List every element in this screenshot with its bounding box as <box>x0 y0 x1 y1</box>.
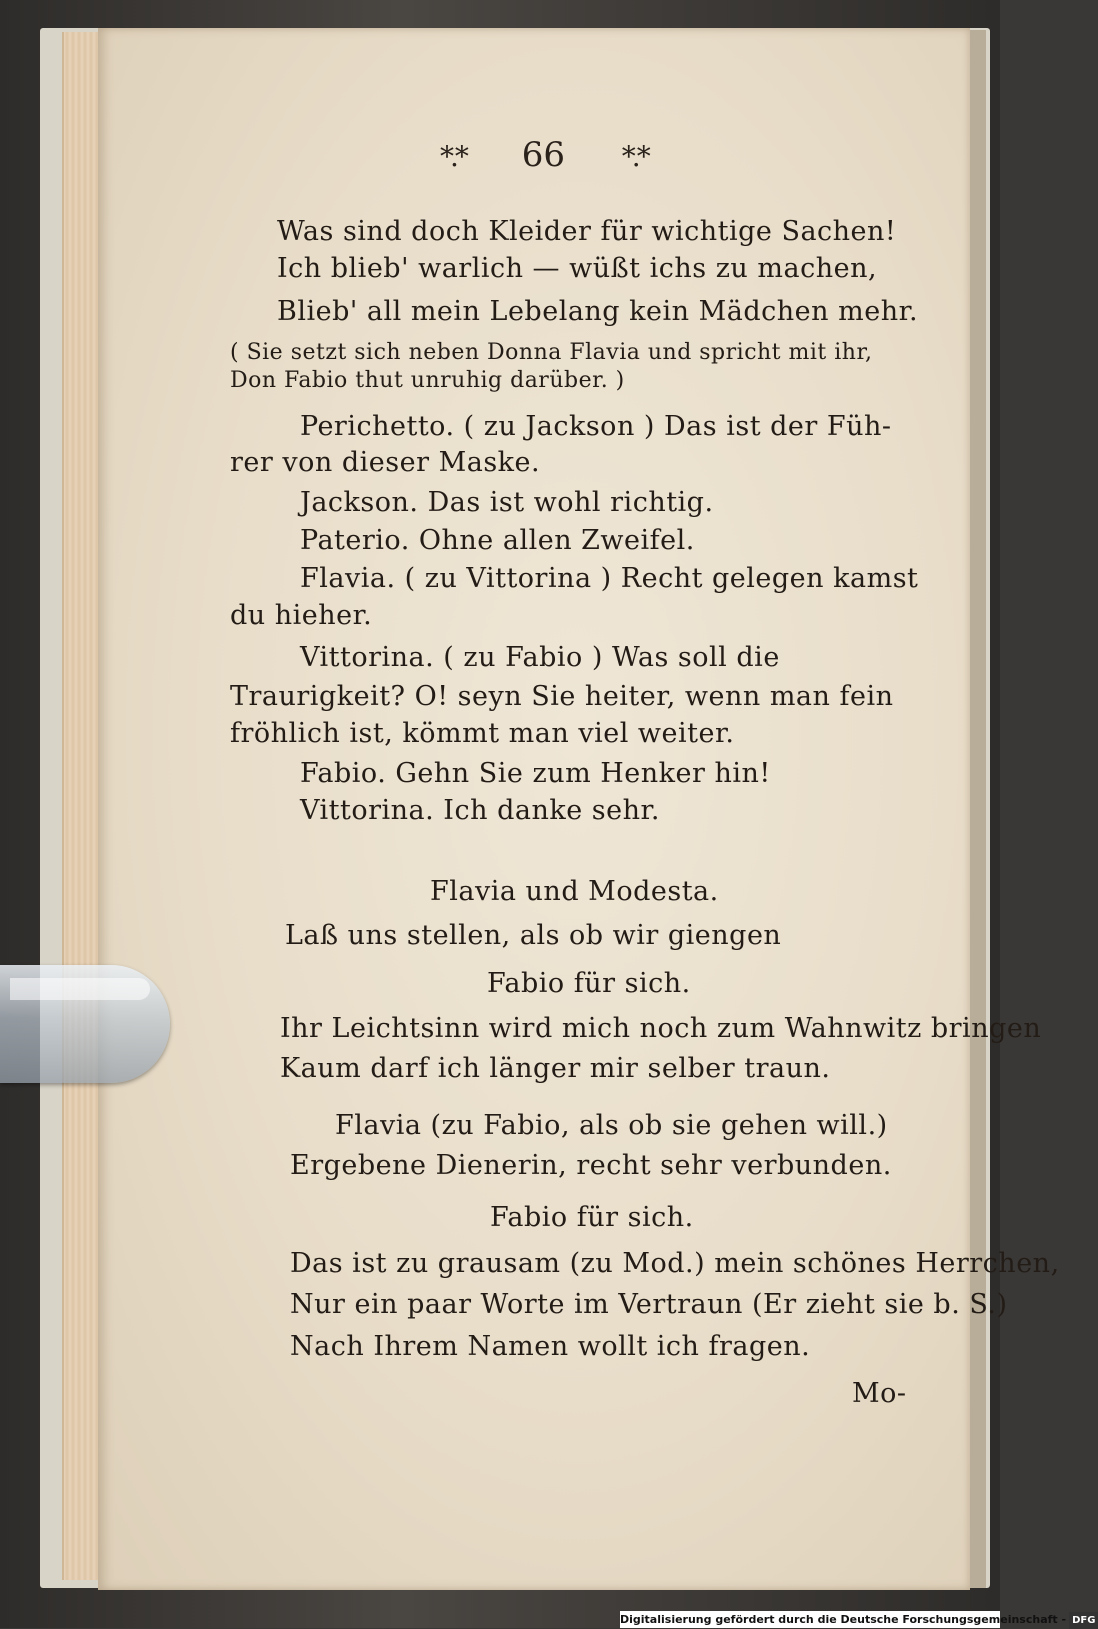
text-line-3: Blieb' all mein Lebelang kein Mädchen mehr. <box>277 296 919 327</box>
text-line-vittorina-cont-2: fröhlich ist, kömmt man viel weiter. <box>230 718 735 749</box>
glass-holder-highlight <box>10 978 150 1000</box>
text-line-flavia-cont: du hieher. <box>230 600 373 631</box>
song-line-4: Ergebene Dienerin, recht sehr verbunden. <box>290 1150 892 1181</box>
header-left-ornament: *.* <box>440 140 465 173</box>
song-line-2: Ihr Leichtsinn wird mich noch zum Wahnwitz bringen <box>280 1013 1042 1044</box>
song-line-7: Nach Ihrem Namen wollt ich fragen. <box>290 1331 811 1362</box>
text-line-jackson: Jackson. Das ist wohl richtig. <box>300 487 714 518</box>
page-number: 66 <box>521 135 565 175</box>
header-right-ornament: *.* <box>621 140 647 173</box>
page-header <box>440 135 740 175</box>
song-speaker-flavia: Flavia (zu Fabio, als ob sie gehen will.) <box>335 1110 888 1141</box>
text-line-2: Ich blieb' warlich — wüßt ichs zu machen, <box>277 253 878 284</box>
catchword: Mo- <box>852 1378 907 1409</box>
dfg-logo: DFG <box>1069 1612 1098 1629</box>
right-cover-edge <box>968 30 986 1588</box>
text-line-vittorina: Vittorina. ( zu Fabio ) Was soll die <box>300 642 780 673</box>
text-line-1: Was sind doch Kleider für wichtige Sachen! <box>277 216 897 247</box>
song-line-1: Laß uns stellen, als ob wir giengen <box>285 920 782 951</box>
text-line-fabio: Fabio. Gehn Sie zum Henker hin! <box>300 758 771 789</box>
dfg-footer <box>620 1611 1096 1628</box>
text-line-flavia: Flavia. ( zu Vittorina ) Recht gelegen kamst <box>300 563 919 594</box>
song-speaker-fabio: Fabio für sich. <box>487 968 691 999</box>
song-speaker-flavia-modesta: Flavia und Modesta. <box>430 876 719 907</box>
text-line-perichetto: Perichetto. ( zu Jackson ) Das ist der Füh- <box>300 411 892 442</box>
text-line-vittorina-2: Vittorina. Ich danke sehr. <box>300 795 661 826</box>
song-speaker-fabio-2: Fabio für sich. <box>490 1202 694 1233</box>
song-line-6: Nur ein paar Worte im Vertraun (Er zieht sie b. S.) <box>290 1289 1008 1320</box>
text-line-paterio: Paterio. Ohne allen Zweifel. <box>300 525 695 556</box>
stage-direction-line-2: Don Fabio thut unruhig darüber. ) <box>230 368 625 393</box>
song-line-3: Kaum darf ich länger mir selber traun. <box>280 1053 831 1084</box>
text-line-perichetto-cont: rer von dieser Maske. <box>230 447 541 478</box>
stage-direction-line-1: ( Sie setzt sich neben Donna Flavia und spricht mit ihr, <box>230 340 873 365</box>
footer-text: Digitalisierung gefördert durch die Deutsche Forschungsgemeinschaft - <box>620 1613 1067 1626</box>
song-line-5: Das ist zu grausam (zu Mod.) mein schönes Herrchen, <box>290 1248 1060 1279</box>
text-line-vittorina-cont-1: Traurigkeit? O! seyn Sie heiter, wenn man fein <box>230 681 894 712</box>
